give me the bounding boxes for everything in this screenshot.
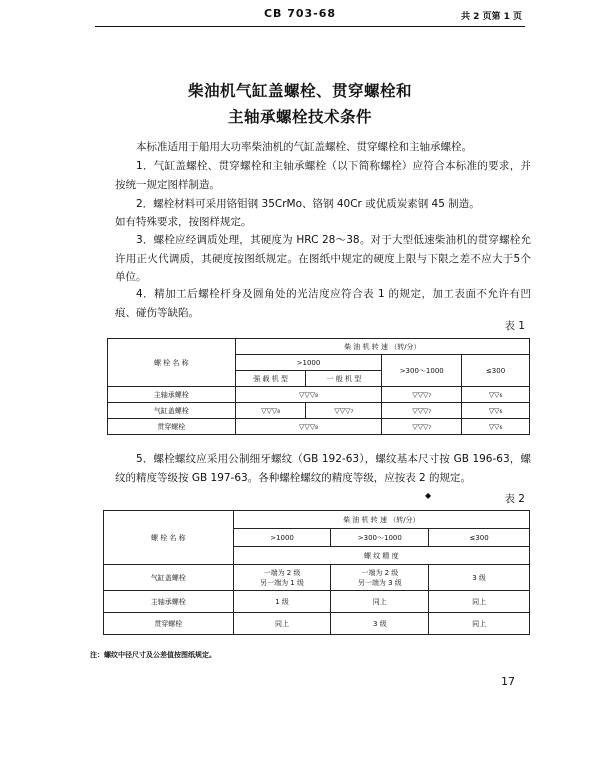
t1-col-heavy: 强 载 机 型 bbox=[235, 371, 306, 387]
t1-header-speed: 柴 油 机 转 速 （转/分） bbox=[235, 339, 529, 355]
t2-col-le300: ≤300 bbox=[429, 529, 530, 547]
t2-row-name: 贯穿螺栓 bbox=[104, 613, 234, 635]
t1-col-le300: ≤300 bbox=[462, 355, 530, 387]
table-2 bbox=[103, 510, 530, 635]
speck-mark: ◆ bbox=[425, 491, 432, 500]
paragraph-1: 1．气缸盖螺栓、贯穿螺栓和主轴承螺栓（以下简称螺栓）应符合本标准的要求，并按统一规定图样制造。 bbox=[115, 160, 531, 191]
page-info: 共 2 页第 1 页 bbox=[460, 12, 522, 22]
paragraph-3: 3．螺栓应经调质处理，其硬度为 HRC 28～38。对于大型低速柴油机的贯穿螺栓允许用正火代调质，其硬度按图纸规定。在图纸中规定的硬度上限与下限之差不应大于5个单位。 bbox=[115, 234, 531, 284]
paragraph-2: 2．螺栓材料可采用铬钼钢 35CrMo、铬钢 40Cr 或优质炭素钢 45 制造。 bbox=[136, 198, 480, 210]
t2-col-300-1000: >300～1000 bbox=[331, 529, 429, 547]
t2-cell: 同上 bbox=[429, 613, 530, 635]
paragraph-2-note: 如有特殊要求，按图样规定。 bbox=[115, 216, 252, 228]
t1-header-name: 螺 栓 名 称 bbox=[108, 339, 236, 387]
t1-cell: ▽▽₆ bbox=[462, 403, 530, 419]
t1-cell: ▽▽₆ bbox=[462, 419, 530, 435]
t1-cell: ▽▽▽₈ bbox=[235, 419, 382, 435]
table1-caption: 表 1 bbox=[504, 320, 525, 332]
t2-cell: 3 级 bbox=[429, 565, 530, 591]
t2-header-speed: 柴 油 机 转 速 （转/分） bbox=[233, 511, 529, 529]
t2-cell: 同上 bbox=[331, 591, 429, 613]
t2-row-name: 主轴承螺栓 bbox=[104, 591, 234, 613]
t2-cell: 一端为 2 级 另一端为 3 级 bbox=[331, 565, 429, 591]
t1-cell: ▽▽▽₇ bbox=[382, 387, 462, 403]
t1-row-name: 贯穿螺栓 bbox=[108, 419, 236, 435]
t2-row-name: 气缸盖螺栓 bbox=[104, 565, 234, 591]
t1-col-normal: 一 般 机 型 bbox=[306, 371, 382, 387]
t2-header-name: 螺 栓 名 称 bbox=[104, 511, 234, 565]
paragraph-scope: 本标准适用于船用大功率柴油机的气缸盖螺栓、贯穿螺栓和主轴承螺栓。 bbox=[136, 141, 472, 153]
document-code: CB 703-68 bbox=[263, 7, 337, 20]
table2-caption: 表 2 bbox=[504, 493, 525, 505]
paragraph-5: 5．螺栓螺纹应采用公制细牙螺纹（GB 192-63），螺纹基本尺寸按 GB 196-63，螺纹的精度等级按 GB 197-63。各种螺栓螺纹的精度等级，应按表 2 的规定。 bbox=[115, 453, 531, 484]
t2-header-precision: 螺 纹 精 度 bbox=[233, 547, 529, 565]
paragraph-4: 4．精加工后螺栓杆身及圆角处的光洁度应符合表 1 的规定，加工表面不允许有凹痕、碰伤等缺陷。 bbox=[115, 288, 531, 319]
t1-cell: ▽▽₆ bbox=[462, 387, 530, 403]
t1-col-gt1000: >1000 bbox=[235, 355, 382, 371]
t2-cell: 1 级 bbox=[233, 591, 331, 613]
t1-cell: ▽▽▽₈ bbox=[235, 403, 306, 419]
header-rule bbox=[95, 26, 525, 27]
title-line-1: 柴油机气缸盖螺栓、贯穿螺栓和 bbox=[187, 82, 412, 100]
t1-cell: ▽▽▽₇ bbox=[382, 403, 462, 419]
t2-cell: 一端为 2 级 另一端为 1 级 bbox=[233, 565, 331, 591]
page-number: 17 bbox=[501, 675, 515, 688]
t2-cell: 同上 bbox=[233, 613, 331, 635]
t2-col-gt1000: >1000 bbox=[233, 529, 331, 547]
t2-cell: 同上 bbox=[429, 591, 530, 613]
t1-row-name: 主轴承螺栓 bbox=[108, 387, 236, 403]
t1-cell: ▽▽▽₈ bbox=[235, 387, 382, 403]
t2-cell: 3 级 bbox=[331, 613, 429, 635]
t1-cell: ▽▽▽₇ bbox=[306, 403, 382, 419]
title-line-2: 主轴承螺栓技术条件 bbox=[227, 108, 372, 126]
table-1 bbox=[107, 338, 530, 435]
footnote: 注：螺纹中径尺寸及公差值按图纸规定。 bbox=[90, 651, 216, 659]
t1-cell: ▽▽▽₇ bbox=[382, 419, 462, 435]
t1-col-300-1000: >300～1000 bbox=[382, 355, 462, 387]
t1-row-name: 气缸盖螺栓 bbox=[108, 403, 236, 419]
